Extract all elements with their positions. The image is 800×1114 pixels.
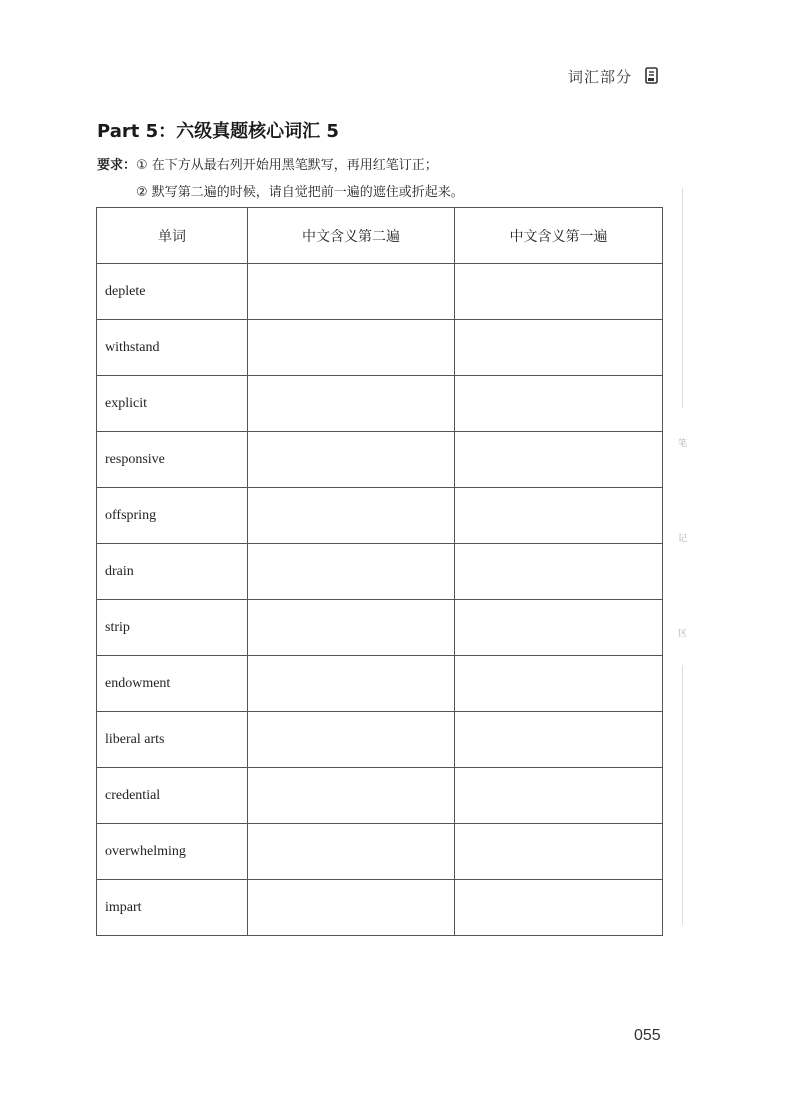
meaning-first-cell	[455, 656, 663, 712]
meaning-first-cell	[455, 544, 663, 600]
vocab-word: overwhelming	[97, 824, 248, 880]
header-meaning-second: 中文含义第二遍	[248, 208, 455, 264]
table-row	[97, 768, 663, 824]
requirements-line-1	[97, 154, 438, 173]
table-row	[97, 600, 663, 656]
meaning-first-cell	[455, 824, 663, 880]
meaning-first-cell	[455, 768, 663, 824]
table-row	[97, 488, 663, 544]
sidebar-divider-bottom	[682, 665, 683, 925]
requirements-line-2: ② 默写第二遍的时候，请自觉把前一遍的遮住或折起来。	[136, 185, 464, 200]
meaning-second-cell	[248, 712, 455, 768]
vocab-word: impart	[97, 880, 248, 936]
meaning-second-cell	[248, 600, 455, 656]
meaning-first-cell	[455, 488, 663, 544]
meaning-first-cell	[455, 320, 663, 376]
requirements-text-1: ① 在下方从最右列开始用黑笔默写，再用红笔订正；	[136, 158, 438, 173]
table-row	[97, 656, 663, 712]
meaning-first-cell	[455, 712, 663, 768]
meaning-first-cell	[455, 432, 663, 488]
vocab-word: withstand	[97, 320, 248, 376]
meaning-first-cell	[455, 264, 663, 320]
table-row	[97, 712, 663, 768]
meaning-second-cell	[248, 544, 455, 600]
meaning-second-cell	[248, 768, 455, 824]
table-row	[97, 544, 663, 600]
table-row	[97, 264, 663, 320]
sidebar-char-2: 记	[678, 534, 688, 544]
header-section-title: 词汇部分	[568, 68, 633, 86]
part-title: Part 5：六级真题核心词汇 5	[97, 121, 339, 142]
header-meaning-first: 中文含义第一遍	[455, 208, 663, 264]
meaning-second-cell	[248, 264, 455, 320]
sidebar-char-1: 笔	[678, 439, 688, 449]
table-row	[97, 376, 663, 432]
meaning-second-cell	[248, 376, 455, 432]
vocab-word: strip	[97, 600, 248, 656]
table-row	[97, 824, 663, 880]
vocabulary-table	[96, 207, 663, 936]
sidebar-divider-top	[682, 188, 683, 408]
vocab-word: credential	[97, 768, 248, 824]
sidebar-char-3: 区	[678, 629, 688, 639]
meaning-first-cell	[455, 600, 663, 656]
meaning-second-cell	[248, 320, 455, 376]
table-header-row	[97, 208, 663, 264]
book-icon	[644, 66, 660, 86]
vocab-word: offspring	[97, 488, 248, 544]
page-number: 055	[634, 1027, 661, 1044]
table-row	[97, 880, 663, 936]
vocab-word: deplete	[97, 264, 248, 320]
vocab-word: drain	[97, 544, 248, 600]
table-row	[97, 320, 663, 376]
meaning-second-cell	[248, 656, 455, 712]
vocab-word: explicit	[97, 376, 248, 432]
header-word: 单词	[97, 208, 248, 264]
meaning-second-cell	[248, 432, 455, 488]
meaning-second-cell	[248, 824, 455, 880]
meaning-first-cell	[455, 880, 663, 936]
table-row	[97, 432, 663, 488]
vocab-word: liberal arts	[97, 712, 248, 768]
meaning-first-cell	[455, 376, 663, 432]
requirements-label: 要求：	[97, 158, 137, 173]
vocab-word: endowment	[97, 656, 248, 712]
vocab-word: responsive	[97, 432, 248, 488]
meaning-second-cell	[248, 880, 455, 936]
meaning-second-cell	[248, 488, 455, 544]
